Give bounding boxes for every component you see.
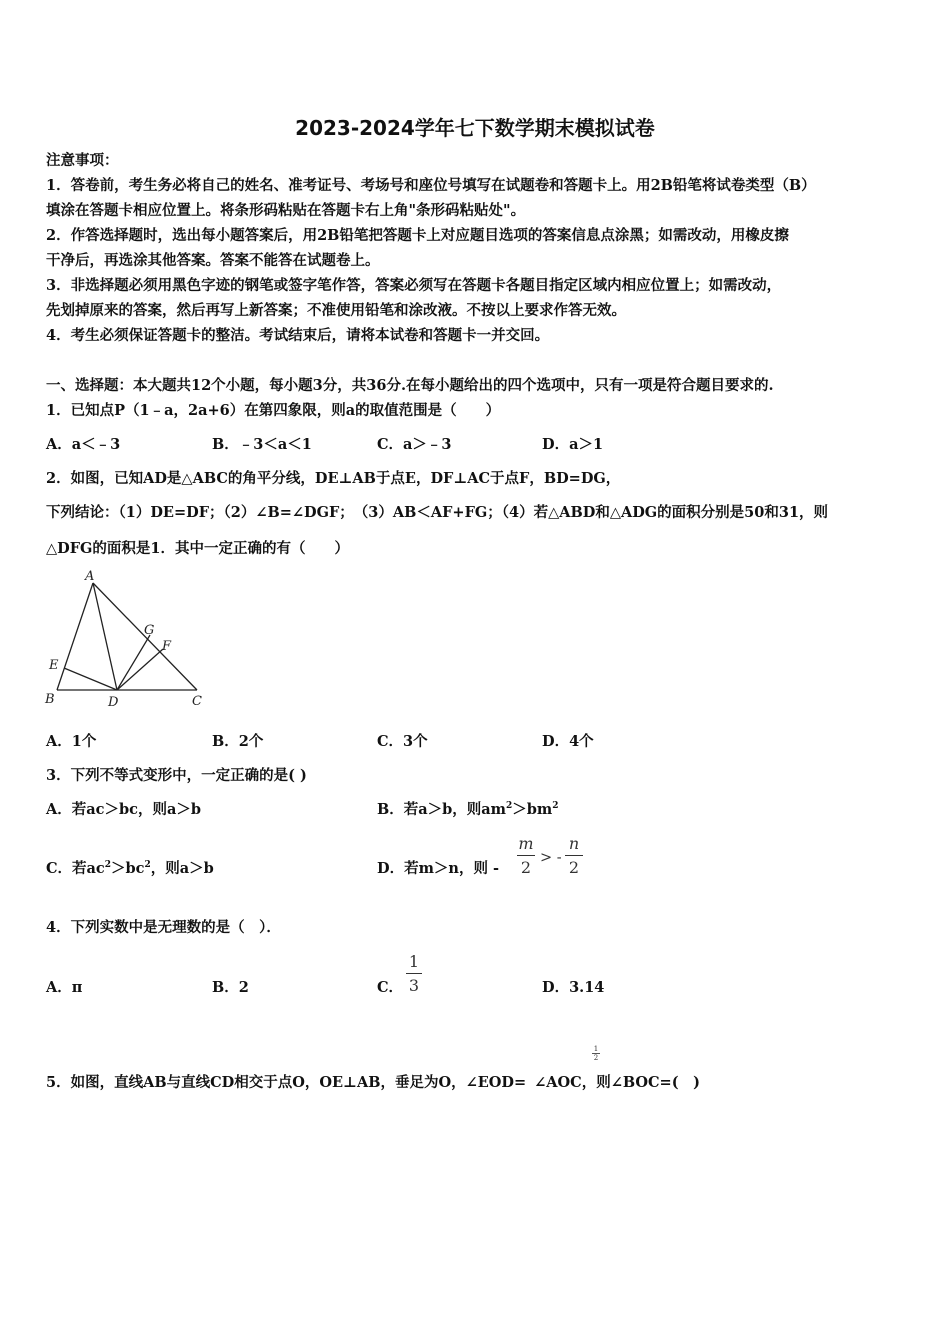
segment-ad [93, 583, 117, 690]
label-d: D [108, 695, 119, 710]
segment-ab [57, 583, 93, 690]
question-2-stem: △DFG的面积是1．其中一定正确的有（ ） [46, 540, 349, 557]
question-4-stem: 4．下列实数中是无理数的是（ ）． [46, 919, 281, 936]
question-2-stem: 2．如图，已知AD是△ABC的角平分线，DE⊥AB于点E，DF⊥AC于点F，BD=DG， [46, 470, 621, 487]
q4-option-a[interactable]: A．π [46, 979, 83, 996]
question-2-stem: 下列结论：（1）DE=DF；（2）∠B=∠DGF； （3）AB＜AF+FG；（4）若△ABD和△ADG的面积分别是50和31，则 [46, 504, 829, 521]
label-e: E [49, 658, 59, 673]
fraction-one-third: 1 3 [406, 952, 422, 995]
q3-option-a[interactable]: A．若ac＞bc，则a＞b [46, 801, 201, 818]
segment-dg [117, 635, 150, 690]
notice-heading: 注意事项： [46, 152, 119, 169]
notice-line: 4．考生必须保证答题卡的整洁。考试结束后，请将本试卷和答题卡一并交回。 [46, 327, 550, 344]
q4-option-b[interactable]: B．2 [212, 979, 249, 996]
q1-option-c[interactable]: C．a＞﹣3 [377, 436, 452, 453]
page-title: 2023-2024学年七下数学期末模拟试卷 [295, 116, 655, 140]
notice-line: 2．作答选择题时，选出每小题答案后，用2B铅笔把答题卡上对应题目选项的答案信息点涂黑；如需改动，用橡皮擦 [46, 227, 789, 244]
q2-option-a[interactable]: A．1个 [46, 733, 97, 750]
label-g: G [144, 623, 155, 638]
q2-option-b[interactable]: B．2个 [212, 733, 264, 750]
q3-option-c[interactable]: C．若$ac^2>bc^2$，则a＞b [46, 860, 214, 877]
question-3-stem: 3．下列不等式变形中，一定正确的是( ) [46, 767, 307, 784]
notice-line: 3．非选择题必须用黑色字迹的钢笔或签字笔作答，答案必须写在答题卡各题目指定区域内相应位置上；如需改动， [46, 277, 782, 294]
q1-option-d[interactable]: D．a＞1 [542, 436, 604, 453]
label-f: F [162, 639, 172, 654]
q4-option-d[interactable]: D．3.14 [542, 979, 605, 996]
q1-option-b[interactable]: B．﹣3＜a＜1 [212, 436, 312, 453]
triangle-figure [40, 565, 220, 715]
label-a: A [85, 569, 95, 584]
label-c: C [192, 694, 202, 709]
notice-line: 干净后，再选涂其他答案。答案不能答在试题卷上。 [46, 252, 380, 269]
notice-line: 先划掉原来的答案，然后再写上新答案；不准使用铅笔和涂改液。不按以上要求作答无效。 [46, 302, 626, 319]
segment-df [117, 649, 163, 690]
fraction-one-half: 1 2 [593, 1045, 599, 1062]
q2-option-c[interactable]: C．3个 [377, 733, 428, 750]
fraction-m-over-2: m 2 [518, 834, 534, 877]
q3-option-b[interactable]: B．若a＞b，则$am^2>bm^2$ [377, 801, 559, 818]
question-5-stem: 5．如图，直线AB与直线CD相交于点O，OE⊥AB，垂足为O，∠EOD= ∠AOC，则∠BOC=( ) [46, 1074, 700, 1091]
q2-option-d[interactable]: D．4个 [542, 733, 594, 750]
q3-option-d[interactable]: D．若m＞n，则 - [377, 860, 500, 877]
question-1-stem: 1．已知点P（1﹣a，2a+6）在第四象限，则a的取值范围是（ ） [46, 402, 501, 419]
notice-line: 1．答卷前，考生务必将自己的姓名、准考证号、考场号和座位号填写在试题卷和答题卡上。用2B铅笔将试卷类型（B） [46, 177, 816, 194]
segment-de [64, 668, 117, 690]
q4-option-c[interactable]: C． [377, 979, 404, 996]
greater-than-sign: > - [540, 850, 562, 866]
q1-option-a[interactable]: A．a＜﹣3 [46, 436, 121, 453]
fraction-n-over-2: n 2 [565, 834, 583, 877]
section-heading: 一、选择题：本大题共12个小题，每小题3分，共36分.在每小题给出的四个选项中，只有一项是符合题目要求的. [46, 377, 774, 394]
notice-line: 填涂在答题卡相应位置上。将条形码粘贴在答题卡右上角"条形码粘贴处"。 [46, 202, 526, 219]
label-b: B [45, 692, 55, 707]
